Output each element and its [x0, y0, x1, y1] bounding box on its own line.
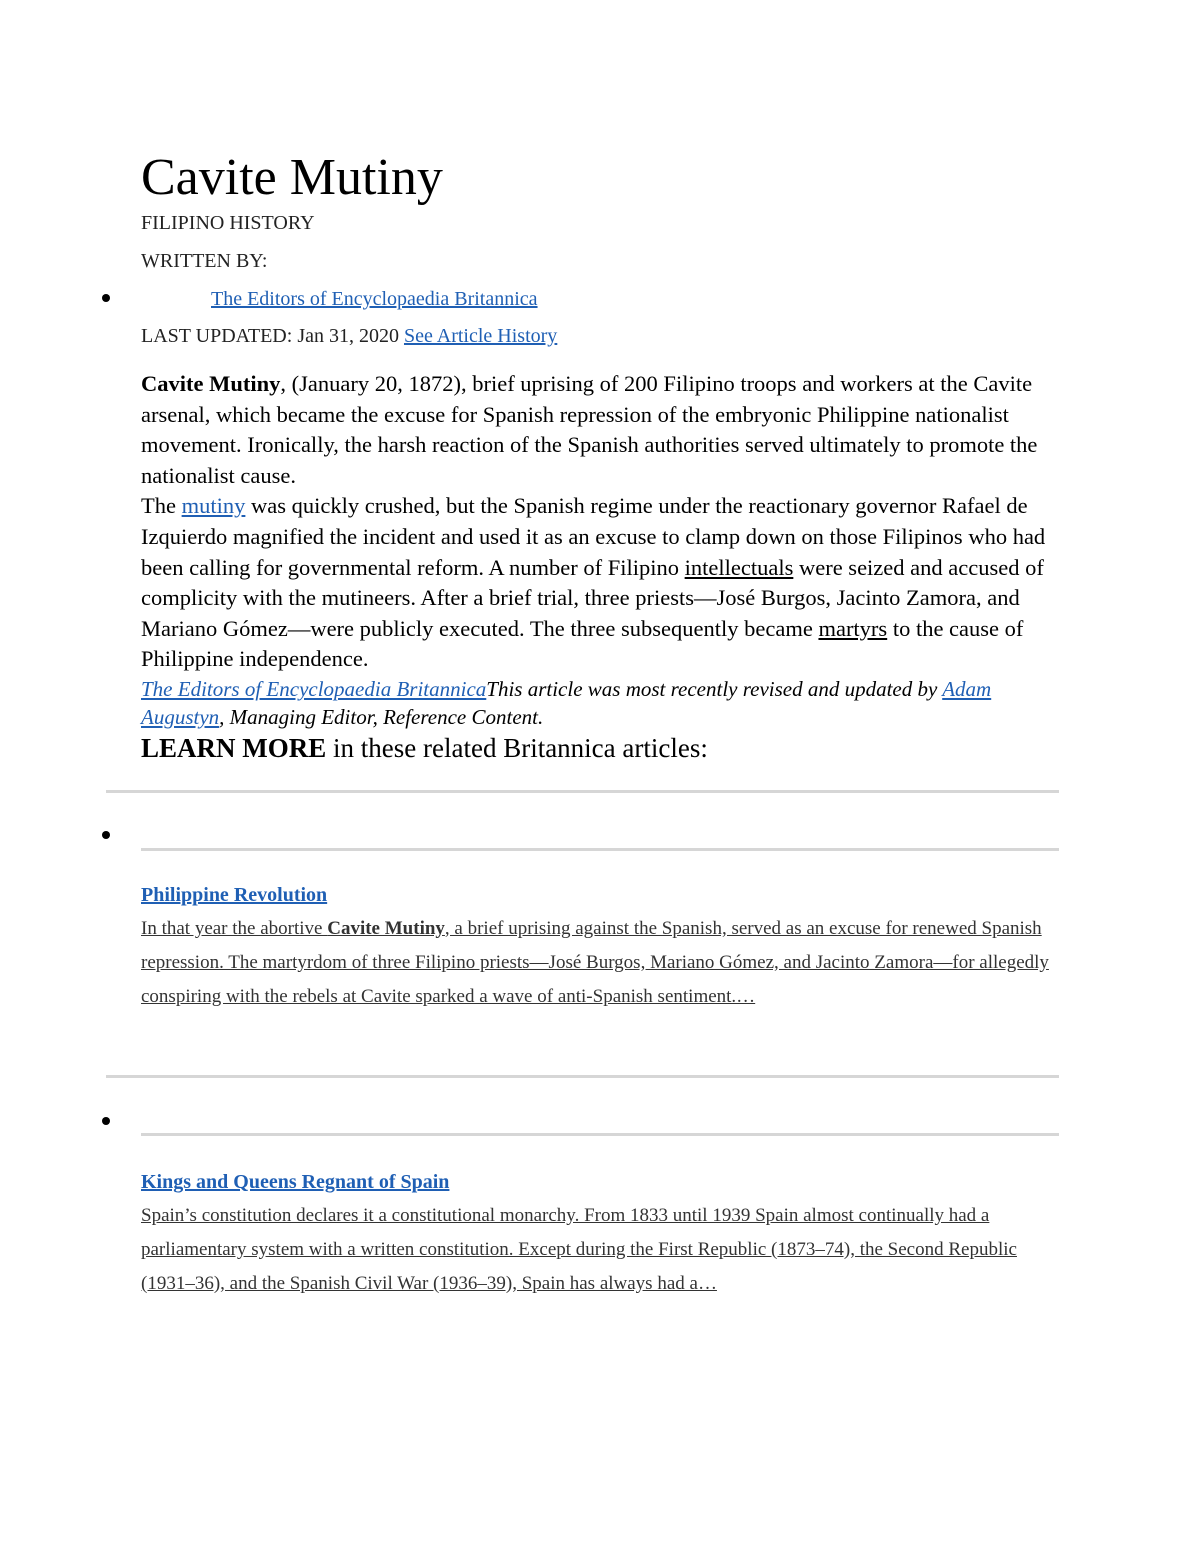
- related-bullet-icon: [102, 1117, 110, 1125]
- mutiny-link[interactable]: mutiny: [181, 493, 246, 519]
- intellectuals-term[interactable]: intellectuals: [684, 554, 794, 580]
- related-divider: [141, 848, 1059, 851]
- written-by-label: WRITTEN BY:: [141, 250, 268, 272]
- details-text-c: were seized and accused of complicity with the mutineers. After a brief trial, three priests—José Burgos, Jacinto Zamora, and Mariano Gómez—were publicly executed. The three subsequently became: [141, 554, 1044, 641]
- last-updated-date: Jan 31, 2020: [297, 325, 399, 347]
- related-title-philippine-revolution[interactable]: Philippine Revolution: [141, 884, 328, 906]
- last-updated-label: LAST UPDATED:: [141, 325, 293, 347]
- related-title-kings-and-queens[interactable]: Kings and Queens Regnant of Spain: [141, 1171, 450, 1193]
- related-divider: [141, 1133, 1059, 1136]
- learn-more-heading: [141, 731, 1071, 765]
- snippet-text-b: , a brief uprising against the Spanish, served as an excuse for renewed Spanish repression. The martyrdom of three Filipino priests—José Burgos, Mariano Gómez, and Jacinto Zamora—for allegedly conspiring with the rebels at Cavite sparked a wave of anti-Spanish sentiment.…: [141, 918, 1049, 1007]
- author-bullet-icon: [102, 294, 110, 302]
- learn-more-rest: in these related Britannica articles:: [326, 732, 708, 763]
- details-text-a: The: [141, 493, 182, 519]
- martyrs-term[interactable]: martyrs: [818, 615, 888, 641]
- section-divider: [106, 1075, 1059, 1078]
- credit-text-b: , Managing Editor, Reference Content.: [219, 704, 544, 729]
- details-text-d: to the cause of Philippine independence.: [141, 615, 1024, 672]
- page-title: Cavite Mutiny: [141, 149, 443, 206]
- editor-link[interactable]: Adam Augustyn: [141, 676, 992, 729]
- related-snippet[interactable]: Spain’s constitution declares it a constitutional monarchy. From 1833 until 1939 Spain almost continually had a parliamentary system with a written constitution. Except during the First Republic (1873–74), the Second Republic (1931–36), and the Spanish Civil War (1936–39), Spain has always had a…: [141, 1205, 1017, 1294]
- details-text-b: was quickly crushed, but the Spanish regime under the reactionary governor Rafael de Izquierdo magnified the incident and used it as an excuse to clamp down on those Filipinos who had been calling for governmental reform. A number of Filipino: [141, 493, 1046, 580]
- paragraph-details: [141, 491, 1071, 675]
- article-body: [141, 369, 1071, 765]
- intro-text: , (January 20, 1872), brief uprising of 200 Filipino troops and workers at the Cavite arsenal, which became the excuse for Spanish repression of the embryonic Philippine nationalist movement. Ironically, the harsh reaction of the Spanish authorities served ultimately to promote the nationalist cause.: [141, 371, 1038, 488]
- credit-text-a: This article was most recently revised and updated by: [486, 676, 943, 701]
- section-divider: [106, 790, 1059, 793]
- snippet-text-a: In that year the abortive: [141, 918, 328, 939]
- snippet-bold: Cavite Mutiny: [327, 918, 445, 939]
- article-history-link[interactable]: See Article History: [403, 325, 558, 347]
- related-bullet-icon: [102, 831, 110, 839]
- paragraph-intro: [141, 369, 1071, 491]
- last-updated-line: [141, 323, 557, 349]
- topic-bold: Cavite Mutiny: [141, 371, 281, 396]
- learn-more-bold: LEARN MORE: [141, 732, 327, 763]
- related-snippet[interactable]: [141, 912, 1071, 1014]
- editors-link[interactable]: The Editors of Encyclopaedia Britannica: [141, 676, 487, 701]
- author-link[interactable]: The Editors of Encyclopaedia Britannica: [211, 288, 538, 310]
- revision-credit: [141, 675, 1071, 731]
- category-label: FILIPINO HISTORY: [141, 212, 315, 234]
